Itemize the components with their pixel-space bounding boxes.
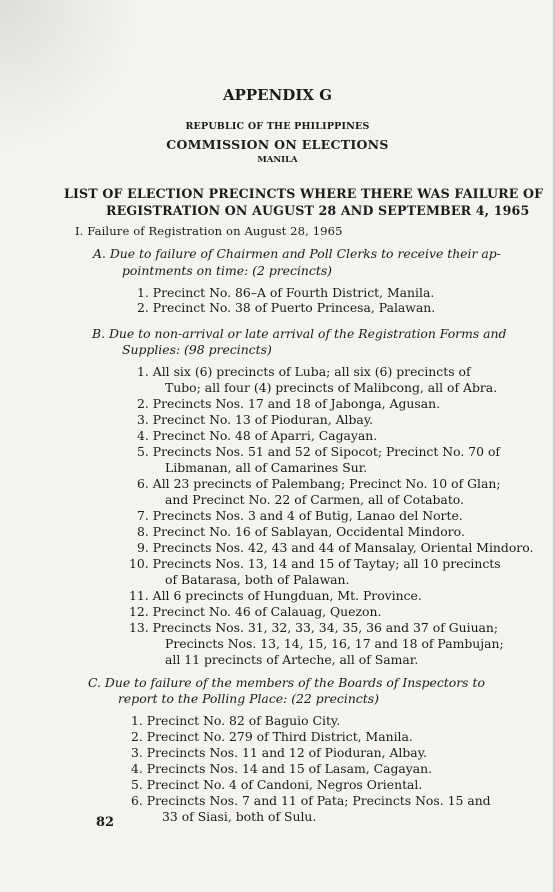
list-item: 1. Precinct No. 86–A of Fourth District, Manila. [137, 285, 435, 300]
list-item: 7. Precincts Nos. 3 and 4 of Butig, Lanao del Norte. [137, 508, 463, 523]
list-item: 4. Precincts Nos. 14 and 15 of Lasam, Cagayan. [131, 761, 433, 776]
list-item: 1. All six (6) precincts of Luba; all six (6) precincts of [137, 364, 471, 379]
list-item: 11. All 6 precincts of Hungduan, Mt. Province. [129, 588, 422, 603]
list-item: 10. Precincts Nos. 13, 14 and 15 of Taytay; all 10 precincts [129, 556, 501, 571]
republic-line: REPUBLIC OF THE PHILIPPINES [185, 121, 370, 132]
list-item-continuation: of Batarasa, both of Palawan. [165, 572, 350, 587]
list-item: 1. Precinct No. 82 of Baguio City. [131, 713, 341, 728]
list-item: 13. Precincts Nos. 31, 32, 33, 34, 35, 36 and 37 of Guiuan; [129, 620, 499, 635]
list-item: 2. Precinct No. 38 of Puerto Princesa, Palawan. [137, 300, 436, 315]
appendix-title: APPENDIX G [222, 86, 333, 104]
heading-line-2: REGISTRATION ON AUGUST 28 AND SEPTEMBER 4, 1965 [106, 203, 530, 218]
city-line: MANILA [257, 155, 298, 165]
list-item-continuation: all 11 precincts of Arteche, all of Samar. [165, 652, 419, 667]
section-A-line-1: A. Due to failure of Chairmen and Poll Clerks to receive their ap- [93, 246, 501, 261]
section-C-line-2: report to the Polling Place: (22 precincts) [118, 691, 379, 706]
list-item: 12. Precinct No. 46 of Calauag, Quezon. [129, 604, 382, 619]
list-item: 2. Precinct No. 279 of Third District, Manila. [131, 729, 413, 744]
list-item: 6. All 23 precincts of Palembang; Precinct No. 10 of Glan; [137, 476, 501, 491]
section-I-heading: I. Failure of Registration on August 28, 1965 [75, 224, 343, 238]
section-B-line-1: B. Due to non-arrival or late arrival of the Registration Forms and [92, 326, 507, 341]
heading-line-1: LIST OF ELECTION PRECINCTS WHERE THERE WAS FAILURE OF [64, 186, 544, 201]
list-item-continuation: Libmanan, all of Camarines Sur. [165, 460, 368, 475]
list-item: 3. Precinct No. 13 of Pioduran, Albay. [137, 412, 374, 427]
section-C-line-1: C. Due to failure of the members of the Boards of Inspectors to [88, 675, 485, 690]
section-B-line-2: Supplies: (98 precincts) [122, 342, 272, 357]
list-item: 6. Precincts Nos. 7 and 11 of Pata; Precincts Nos. 15 and [131, 793, 491, 808]
section-A-line-2: pointments on time: (2 precincts) [122, 263, 333, 278]
list-item: 4. Precinct No. 48 of Aparri, Cagayan. [137, 428, 378, 443]
list-item-continuation: Precincts Nos. 13, 14, 15, 16, 17 and 18 of Pambujan; [165, 636, 504, 651]
list-item: 9. Precincts Nos. 42, 43 and 44 of Mansalay, Oriental Mindoro. [137, 540, 534, 555]
list-item: 5. Precinct No. 4 of Candoni, Negros Oriental. [131, 777, 423, 792]
list-item: 8. Precinct No. 16 of Sablayan, Occidental Mindoro. [137, 524, 465, 539]
list-item-continuation: Tubo; all four (4) precincts of Malibcong, all of Abra. [165, 380, 498, 395]
page-number: 82 [96, 815, 115, 830]
list-item: 3. Precincts Nos. 11 and 12 of Pioduran, Albay. [131, 745, 427, 760]
list-item-continuation: 33 of Siasi, both of Sulu. [162, 809, 317, 824]
list-item: 5. Precincts Nos. 51 and 52 of Sipocot; Precinct No. 70 of [137, 444, 501, 459]
list-item-continuation: and Precinct No. 22 of Carmen, all of Cotabato. [165, 492, 464, 507]
commission-line: COMMISSION ON ELECTIONS [166, 137, 389, 152]
list-item: 2. Precincts Nos. 17 and 18 of Jabonga, Agusan. [137, 396, 441, 411]
